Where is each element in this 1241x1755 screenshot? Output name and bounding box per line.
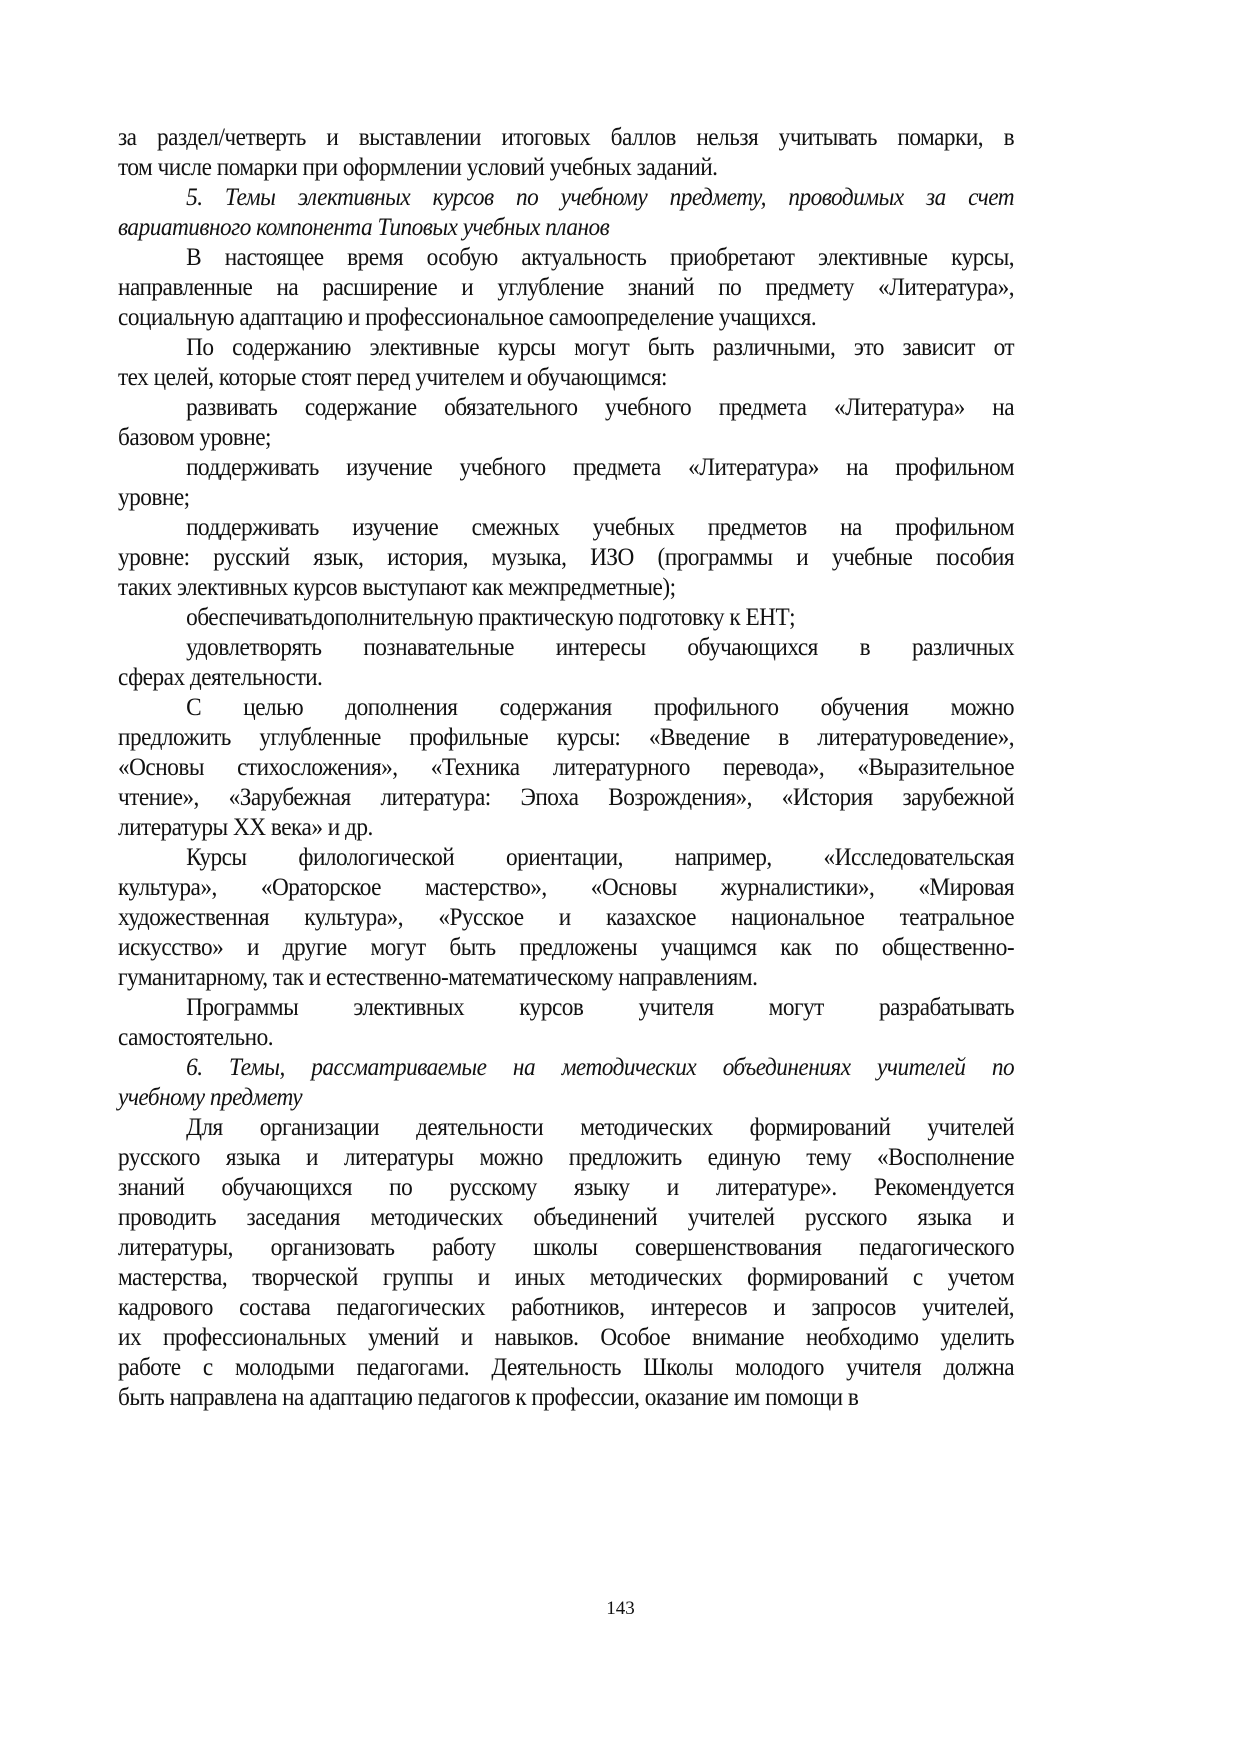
text-line: искусство» и другие могут быть предложены учащимся как по общественно- <box>118 933 1015 961</box>
text-line: их профессиональных умений и навыков. Особое внимание необходимо уделить <box>118 1323 1015 1351</box>
paragraph <box>118 512 1014 602</box>
text-line: удовлетворять познавательные интересы обучающихся в различных <box>186 633 1015 661</box>
text-line: Курсы филологической ориентации, например, «Исследовательская <box>186 843 1015 871</box>
text-line: По содержанию элективные курсы могут быть различными, это зависит от <box>186 333 1015 361</box>
paragraph <box>118 242 1014 332</box>
text-line: гуманитарному, так и естественно-математическому направлениям. <box>118 963 758 991</box>
text-line: В настоящее время особую актуальность приобретают элективные курсы, <box>186 243 1015 271</box>
text-line: С целью дополнения содержания профильного обучения можно <box>186 693 1015 721</box>
text-line: русского языка и литературы можно предложить единую тему «Восполнение <box>118 1143 1015 1171</box>
paragraph <box>118 392 1014 452</box>
text-line: быть направлена на адаптацию педагогов к профессии, оказание им помощи в <box>118 1383 859 1411</box>
heading-line: учебному предмету <box>118 1083 303 1111</box>
text-line: «Основы стихосложения», «Техника литературного перевода», «Выразительное <box>118 753 1015 781</box>
text-line: работе с молодыми педагогами. Деятельность Школы молодого учителя должна <box>118 1353 1015 1381</box>
text-line: мастерства, творческой группы и иных методических формирований с учетом <box>118 1263 1015 1291</box>
paragraph <box>118 122 1014 182</box>
text-line: поддерживать изучение учебного предмета «Литература» на профильном <box>186 453 1015 481</box>
text-line: знаний обучающихся по русскому языку и литературе». Рекомендуется <box>118 1173 1015 1201</box>
paragraph <box>118 692 1014 842</box>
text-line: чтение», «Зарубежная литература: Эпоха Возрождения», «История зарубежной <box>118 783 1015 811</box>
text-line: социальную адаптацию и профессиональное самоопределение учащихся. <box>118 303 817 331</box>
text-line: развивать содержание обязательного учебного предмета «Литература» на <box>186 393 1015 421</box>
text-line: литературы, организовать работу школы совершенствования педагогического <box>118 1233 1015 1261</box>
text-line: поддерживать изучение смежных учебных предметов на профильном <box>186 513 1015 541</box>
heading-line: вариативного компонента Типовых учебных планов <box>118 213 610 241</box>
text-line: тех целей, которые стоят перед учителем и обучающимся: <box>118 363 668 391</box>
text-line: предложить углубленные профильные курсы: «Введение в литературоведение», <box>118 723 1015 751</box>
paragraph <box>118 452 1014 512</box>
paragraph <box>118 602 1014 632</box>
text-line: Для организации деятельности методических формирований учителей <box>186 1113 1015 1141</box>
text-line: том числе помарки при оформлении условий учебных заданий. <box>118 153 718 181</box>
text-line: обеспечиватьдополнительную практическую подготовку к ЕНТ; <box>186 603 796 631</box>
text-line: сферах деятельности. <box>118 663 323 691</box>
text-line: литературы XX века» и др. <box>118 813 373 841</box>
paragraph <box>118 842 1014 992</box>
paragraph <box>118 992 1014 1052</box>
text-line: направленные на расширение и углубление знаний по предмету «Литература», <box>118 273 1015 301</box>
text-line: кадрового состава педагогических работников, интересов и запросов учителей, <box>118 1293 1015 1321</box>
heading-line: 5. Темы элективных курсов по учебному предмету, проводимых за счет <box>186 183 1015 211</box>
paragraph <box>118 1112 1014 1412</box>
paragraph <box>118 632 1014 692</box>
section-heading <box>118 1052 1014 1112</box>
text-line: уровне: русский язык, история, музыка, ИЗО (программы и учебные пособия <box>118 543 1015 571</box>
heading-line: 6. Темы, рассматриваемые на методических объединениях учителей по <box>186 1053 1015 1081</box>
document-page <box>118 122 1014 1412</box>
text-line: самостоятельно. <box>118 1023 274 1051</box>
text-line: таких элективных курсов выступают как межпредметные); <box>118 573 676 601</box>
text-line: художественная культура», «Русское и казахское национальное театральное <box>118 903 1015 931</box>
text-line: проводить заседания методических объединений учителей русского языка и <box>118 1203 1015 1231</box>
text-line: уровне; <box>118 483 190 511</box>
page-number: 143 <box>606 1598 635 1619</box>
section-heading <box>118 182 1014 242</box>
text-line: за раздел/четверть и выставлении итоговых баллов нельзя учитывать помарки, в <box>118 123 1015 151</box>
paragraph <box>118 332 1014 392</box>
text-line: базовом уровне; <box>118 423 271 451</box>
text-line: культура», «Ораторское мастерство», «Основы журналистики», «Мировая <box>118 873 1015 901</box>
text-line: Программы элективных курсов учителя могут разрабатывать <box>186 993 1015 1021</box>
